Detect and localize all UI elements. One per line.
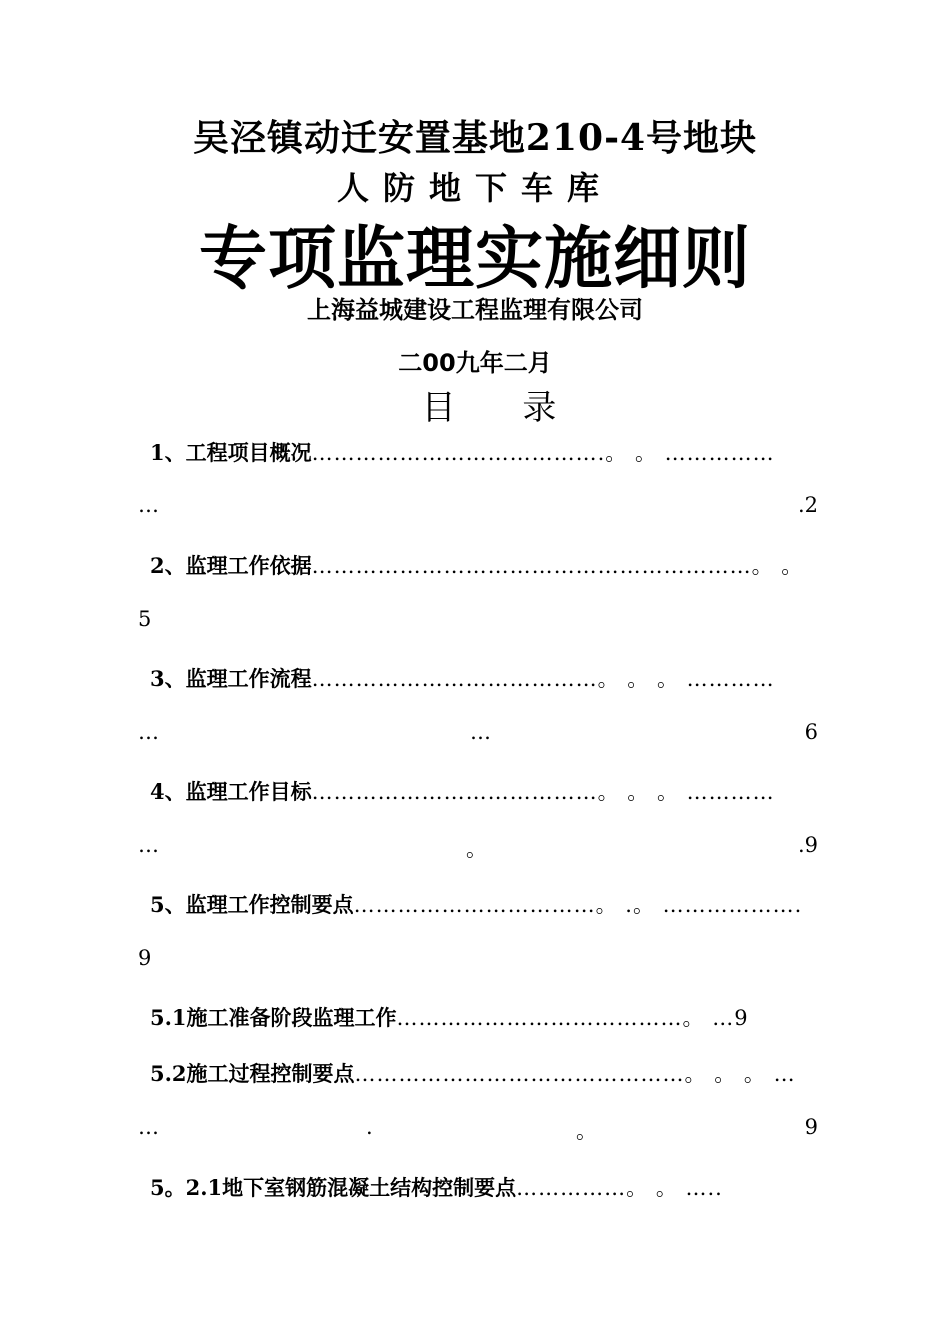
toc-entry[interactable]: [150, 1002, 820, 1042]
toc-entry[interactable]: [150, 776, 820, 816]
toc-entry-leader: ………………………………….。 。 ……………: [311, 441, 775, 465]
toc-entry-continuation: [138, 493, 818, 533]
toc-entry-leader-cont: …: [138, 493, 159, 517]
toc-entry-leader-cont: …: [138, 720, 159, 744]
toc-entry-leader: ……………………………。 .。 ……………….: [353, 893, 803, 917]
toc-entry-leader-mid: …: [470, 720, 491, 744]
toc-entry-leader-mid: 。: [576, 1119, 597, 1143]
toc-entry-leader: …………………………………。 。 。 …………: [311, 780, 775, 804]
document-title-line2: 人防地下车库: [336, 169, 613, 207]
toc-entry[interactable]: [150, 1172, 820, 1212]
company-name: 上海益城建设工程监理有限公司: [307, 296, 643, 324]
toc-entry-page: 5: [138, 607, 152, 631]
toc-entry-page: 6: [804, 720, 818, 744]
toc-entry-continuation: [138, 833, 818, 873]
document-main-title: 专项监理实施细则: [198, 220, 751, 299]
toc-entry-leader-mid: 。: [466, 837, 487, 861]
toc-entry[interactable]: [150, 437, 820, 477]
toc-entry-leader-cont: …: [138, 833, 159, 857]
toc-entry-label: 5.1施工准备阶段监理工作: [150, 1005, 397, 1030]
toc-entry-leader-mid: .: [366, 1115, 373, 1139]
toc-entry-label: 1、工程项目概况: [150, 440, 312, 465]
toc-entry-page: 9: [138, 946, 152, 970]
toc-entry-label: 5.2施工过程控制要点: [150, 1061, 355, 1086]
toc-entry[interactable]: [150, 550, 820, 590]
toc-entry-leader: …………………………………。 …9: [396, 1006, 749, 1030]
toc-entry-label: 3、监理工作流程: [150, 666, 312, 691]
toc-entry-leader: ……………………………………………………。 。: [311, 554, 804, 578]
toc-entry-page: .2: [797, 493, 818, 517]
toc-entry-label: 4、监理工作目标: [150, 779, 312, 804]
toc-entry-continuation: [138, 946, 818, 986]
toc-entry-leader: …………………………………。 。 。 …………: [311, 667, 775, 691]
toc-entry-label: 5。2.1地下室钢筋混凝土结构控制要点: [150, 1175, 517, 1200]
toc-entry-label: 2、监理工作依据: [150, 553, 312, 578]
toc-entry-label: 5、监理工作控制要点: [150, 892, 354, 917]
document-date: 二00九年二月: [398, 349, 552, 377]
toc-entry-continuation: [138, 720, 818, 760]
toc-entry[interactable]: [150, 663, 820, 703]
toc-entry-leader: ……………。 。 …..: [516, 1176, 723, 1200]
toc-entry-page: 9: [804, 1115, 818, 1139]
document-title-line1: 吴泾镇动迁安置基地210-4号地块: [192, 117, 758, 159]
toc-heading: 目 录: [421, 388, 585, 428]
toc-entry-leader-cont: …: [138, 1115, 159, 1139]
toc-entry-continuation: [138, 607, 818, 647]
toc-entry-page: .9: [797, 833, 818, 857]
toc-entry[interactable]: [150, 1058, 820, 1098]
toc-entry-leader: ………………………………………。 。 。 …: [354, 1062, 796, 1086]
toc-entry[interactable]: [150, 889, 820, 929]
toc-entry-continuation: [138, 1115, 818, 1155]
